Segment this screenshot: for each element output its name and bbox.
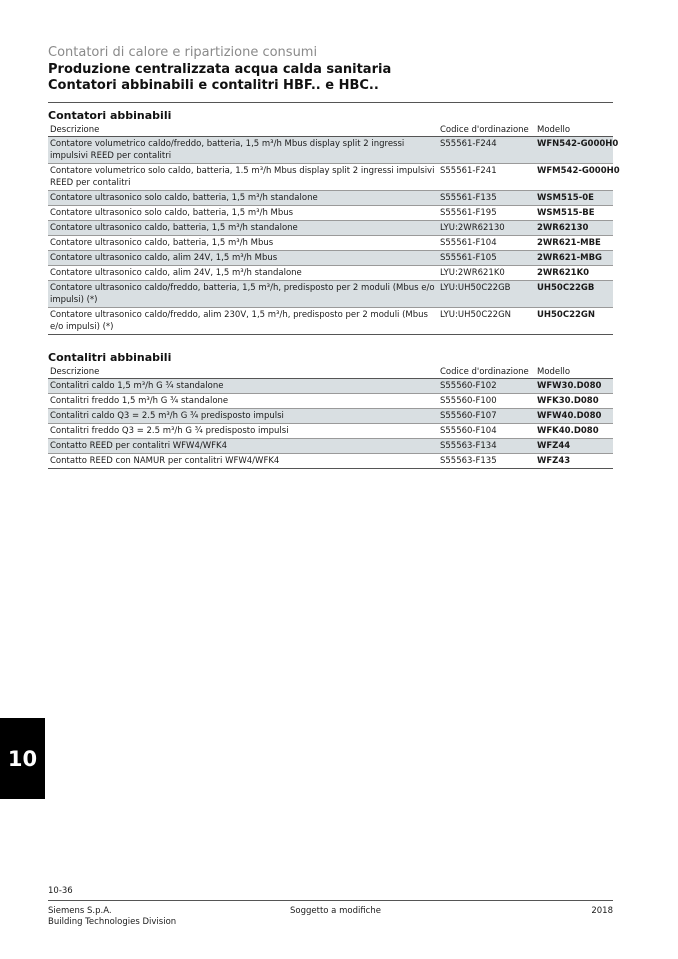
table-row <box>48 164 613 191</box>
cell-model: 2WR621K0 <box>535 266 613 281</box>
cell-description: Contatore ultrasonico solo caldo, batteria, 1,5 m³/h standalone <box>48 191 438 206</box>
footer-division: Building Technologies Division <box>48 917 177 927</box>
table-row <box>48 409 613 424</box>
cell-model: 2WR62130 <box>535 221 613 236</box>
table-row <box>48 206 613 221</box>
cell-order-code: LYU:2WR621K0 <box>438 266 535 281</box>
table-row <box>48 191 613 206</box>
page-title <box>48 62 391 94</box>
page-number: 10-36 <box>48 886 73 896</box>
cell-description: Contalitri freddo Q3 = 2.5 m³/h G ¾ predisposto impulsi <box>48 424 438 439</box>
cell-order-code: LYU:2WR62130 <box>438 221 535 236</box>
cell-description: Contatore ultrasonico solo caldo, batteria, 1,5 m³/h Mbus <box>48 206 438 221</box>
meters-section <box>48 108 620 335</box>
cell-order-code: S55561-F195 <box>438 206 535 221</box>
cell-order-code: S55560-F104 <box>438 424 535 439</box>
table-row <box>48 281 613 308</box>
cell-order-code: S55560-F107 <box>438 409 535 424</box>
cell-model: WFK30.D080 <box>535 394 613 409</box>
table-row <box>48 137 613 164</box>
cell-model: WFZ44 <box>535 439 613 454</box>
cell-order-code: S55561-F135 <box>438 191 535 206</box>
table-row <box>48 266 613 281</box>
table-row <box>48 439 613 454</box>
column-header-description: Descrizione <box>48 124 438 137</box>
cell-model: WFN542-G000H0 <box>535 137 613 164</box>
counters-section <box>48 350 613 469</box>
table-row <box>48 454 613 469</box>
cell-model: WFM542-G000H0 <box>535 164 613 191</box>
cell-description: Contatto REED per contalitri WFW4/WFK4 <box>48 439 438 454</box>
column-header-order-code: Codice d'ordinazione <box>438 366 535 379</box>
chapter-tab: 10 <box>0 718 45 799</box>
cell-model: WFW40.D080 <box>535 409 613 424</box>
cell-model: WFW30.D080 <box>535 379 613 394</box>
cell-description: Contatore ultrasonico caldo/freddo, alim 230V, 1,5 m³/h, predisposto per 2 moduli (Mbus e/o impulsi) (*) <box>48 308 438 335</box>
table-row <box>48 251 613 266</box>
column-header-model: Modello <box>535 366 613 379</box>
cell-model: WSM515-0E <box>535 191 613 206</box>
cell-model: 2WR621-MBE <box>535 236 613 251</box>
cell-description: Contalitri caldo Q3 = 2.5 m³/h G ¾ predisposto impulsi <box>48 409 438 424</box>
cell-model: 2WR621-MBG <box>535 251 613 266</box>
cell-model: UH50C22GN <box>535 308 613 335</box>
cell-description: Contatore ultrasonico caldo, batteria, 1,5 m³/h Mbus <box>48 236 438 251</box>
table-row <box>48 394 613 409</box>
page-title-line-1: Produzione centralizzata acqua calda sanitaria <box>48 62 392 77</box>
column-header-model: Modello <box>535 124 613 137</box>
cell-order-code: S55561-F104 <box>438 236 535 251</box>
footer-year: 2018 <box>591 906 613 916</box>
cell-description: Contatto REED con NAMUR per contalitri WFW4/WFK4 <box>48 454 438 469</box>
column-header-order-code: Codice d'ordinazione <box>438 124 535 137</box>
column-header-description: Descrizione <box>48 366 438 379</box>
cell-order-code: LYU:UH50C22GN <box>438 308 535 335</box>
table-row <box>48 424 613 439</box>
top-divider <box>48 102 613 103</box>
cell-description: Contatore ultrasonico caldo/freddo, batteria, 1,5 m³/h, predisposto per 2 moduli (Mbus e/o impulsi) (*) <box>48 281 438 308</box>
cell-description: Contatore ultrasonico caldo, batteria, 1,5 m³/h standalone <box>48 221 438 236</box>
cell-order-code: LYU:UH50C22GB <box>438 281 535 308</box>
counters-section-title: Contalitri abbinabili <box>48 351 172 364</box>
cell-order-code: S55561-F105 <box>438 251 535 266</box>
cell-model: WSM515-BE <box>535 206 613 221</box>
table-row <box>48 308 613 335</box>
footer-note: Soggetto a modifiche <box>290 906 381 916</box>
cell-description: Contatore volumetrico caldo/freddo, batteria, 1,5 m³/h Mbus display split 2 ingressi impulsivi REED per contalitri <box>48 137 438 164</box>
table-header-row <box>48 124 613 137</box>
cell-description: Contatore volumetrico solo caldo, batteria, 1.5 m³/h Mbus display split 2 ingressi impulsivi REED per contalitri <box>48 164 438 191</box>
table-row <box>48 236 613 251</box>
meters-section-title: Contatori abbinabili <box>48 109 172 122</box>
cell-order-code: S55560-F102 <box>438 379 535 394</box>
cell-order-code: S55561-F244 <box>438 137 535 164</box>
table-header-row <box>48 366 613 379</box>
cell-description: Contatore ultrasonico caldo, alim 24V, 1,5 m³/h standalone <box>48 266 438 281</box>
cell-order-code: S55563-F135 <box>438 454 535 469</box>
cell-order-code: S55560-F100 <box>438 394 535 409</box>
footer-company: Siemens S.p.A. <box>48 906 112 916</box>
table-row <box>48 379 613 394</box>
cell-description: Contalitri caldo 1,5 m³/h G ¾ standalone <box>48 379 438 394</box>
table-row <box>48 221 613 236</box>
section-pre-title: Contatori di calore e ripartizione consumi <box>48 45 318 60</box>
footer-company-block <box>48 906 176 928</box>
counters-table <box>48 366 613 469</box>
footer-divider <box>48 900 613 901</box>
page-title-line-2: Contatori abbinabili e contalitri HBF.. e HBC.. <box>48 78 379 93</box>
cell-order-code: S55563-F134 <box>438 439 535 454</box>
cell-model: UH50C22GB <box>535 281 613 308</box>
cell-description: Contalitri freddo 1,5 m³/h G ¾ standalone <box>48 394 438 409</box>
cell-description: Contatore ultrasonico caldo, alim 24V, 1,5 m³/h Mbus <box>48 251 438 266</box>
cell-model: WFZ43 <box>535 454 613 469</box>
cell-model: WFK40.D080 <box>535 424 613 439</box>
cell-order-code: S55561-F241 <box>438 164 535 191</box>
meters-table <box>48 124 620 335</box>
